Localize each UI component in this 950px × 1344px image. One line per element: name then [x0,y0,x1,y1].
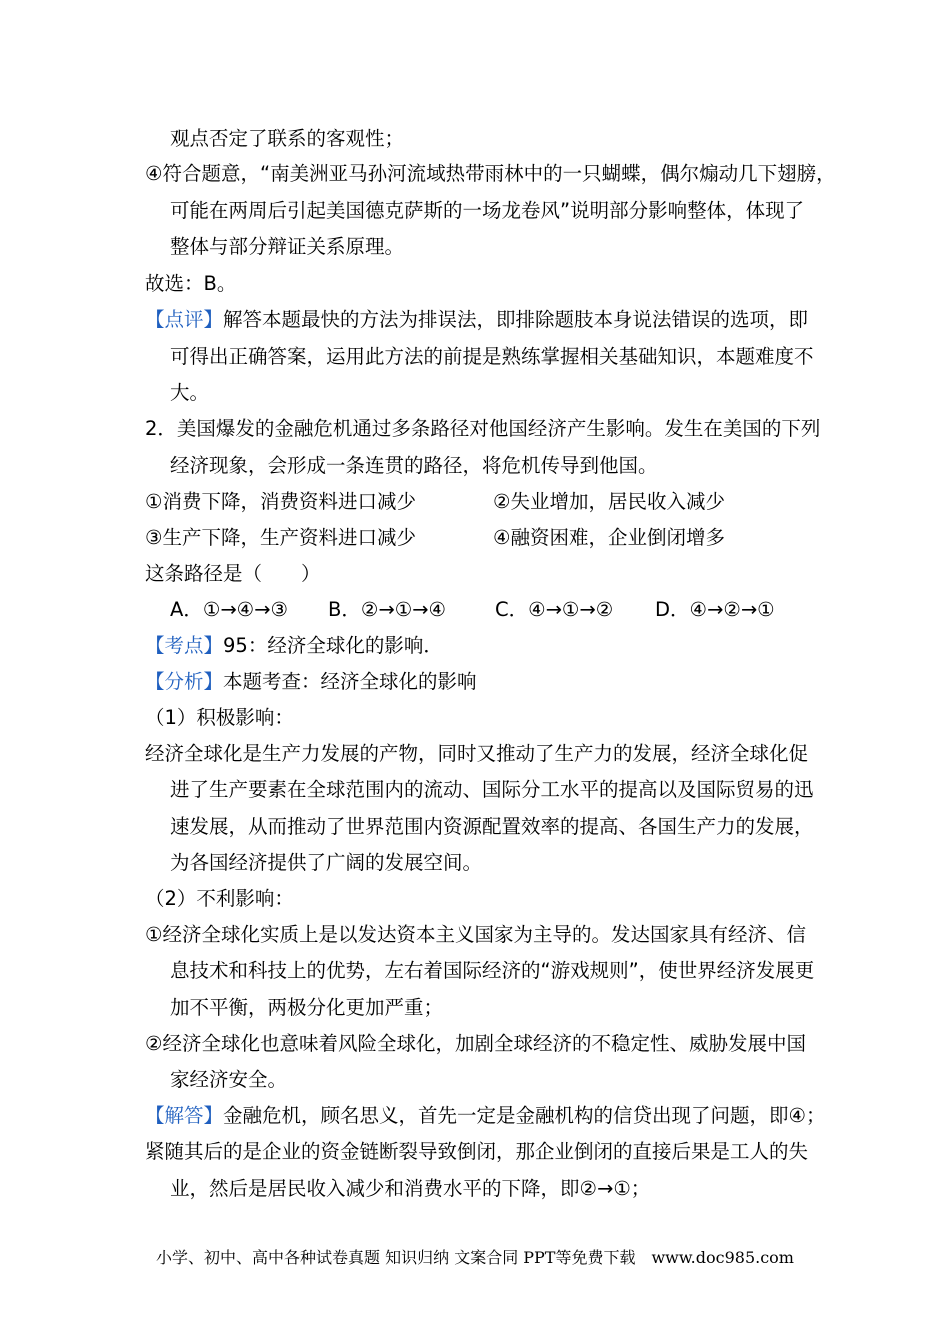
answer-choice-line: 故选：B。 [145,272,237,295]
text-line: ①经济全球化实质上是以发达资本主义国家为主导的。发达国家具有经济、信 [145,923,806,946]
solution-tag: 【解答】 [145,1104,224,1127]
text-line: （1）积极影响： [145,706,294,729]
statement-item: ④融资困难，企业倒闭增多 [493,526,725,549]
option-c: C．④→①→② [495,598,614,621]
statement-item: ②失业增加，居民收入减少 [493,490,725,513]
text-line: （2）不利影响： [145,887,294,910]
option-d: D．④→②→① [655,598,775,621]
text-line: 整体与部分辩证关系原理。 [170,235,405,258]
page-footer: 小学、初中、高中各种试卷真题 知识归纳 文案合同 PPT等免费下载 www.doc985.com [156,1248,794,1267]
text-line: ②经济全球化也意味着风险全球化，加剧全球经济的不稳定性、威胁发展中国 [145,1032,806,1055]
text-line: ④符合题意，“南美洲亚马孙河流域热带雨林中的一只蝴蝶，偶尔煽动几下翅膀， [145,162,836,185]
text-line: 可得出正确答案，运用此方法的前提是熟练掌握相关基础知识，本题难度不 [170,345,814,368]
text-line: 息技术和科技上的优势，左右着国际经济的“游戏规则”，使世界经济发展更 [170,959,815,982]
text-line: 家经济安全。 [170,1068,288,1091]
statement-item: ③生产下降，生产资料进口减少 [145,526,416,549]
question-prompt: 这条路径是（ ） [145,562,321,585]
text-line: 大。 [170,381,210,404]
statement-item: ①消费下降，消费资料进口减少 [145,490,416,513]
analysis-text: 本题考查：经济全球化的影响 [223,670,477,693]
text-line: 速发展，从而推动了世界范围内资源配置效率的提高、各国生产力的发展， [170,815,814,838]
comment-text: 解答本题最快的方法为排误法，即排除题肢本身说法错误的选项，即 [223,308,809,331]
solution-line [145,1102,826,1130]
solution-text: 金融危机，顾名思义，首先一定是金融机构的信贷出现了问题，即④； [223,1104,826,1127]
knowledge-point-text: 95：经济全球化的影响． [223,634,443,657]
text-line: 进了生产要素在全球范围内的流动、国际分工水平的提高以及国际贸易的迅 [170,778,814,801]
option-b: B．②→①→④ [328,598,446,621]
text-line: 观点否定了联系的客观性； [170,127,405,150]
text-line: 加不平衡，两极分化更加严重； [170,996,444,1019]
comment-line [145,306,808,334]
analysis-line [145,668,477,696]
text-line: 经济全球化是生产力发展的产物，同时又推动了生产力的发展，经济全球化促 [145,742,809,765]
text-line: 为各国经济提供了广阔的发展空间。 [170,851,483,874]
comment-tag: 【点评】 [145,308,224,331]
text-line: 紧随其后的是企业的资金链断裂导致倒闭，那企业倒闭的直接后果是工人的失 [145,1140,809,1163]
analysis-tag: 【分析】 [145,670,224,693]
question-stem: 2．美国爆发的金融危机通过多条路径对他国经济产生影响。发生在美国的下列 [145,417,821,440]
text-line: 可能在两周后引起美国德克萨斯的一场龙卷风”说明部分影响整体，体现了 [170,199,805,222]
question-stem: 经济现象，会形成一条连贯的路径，将危机传导到他国。 [170,454,658,477]
text-line: 业，然后是居民收入减少和消费水平的下降，即②→①； [170,1177,651,1200]
knowledge-point-line [145,632,443,660]
option-a: A．①→④→③ [170,598,288,621]
knowledge-point-tag: 【考点】 [145,634,224,657]
